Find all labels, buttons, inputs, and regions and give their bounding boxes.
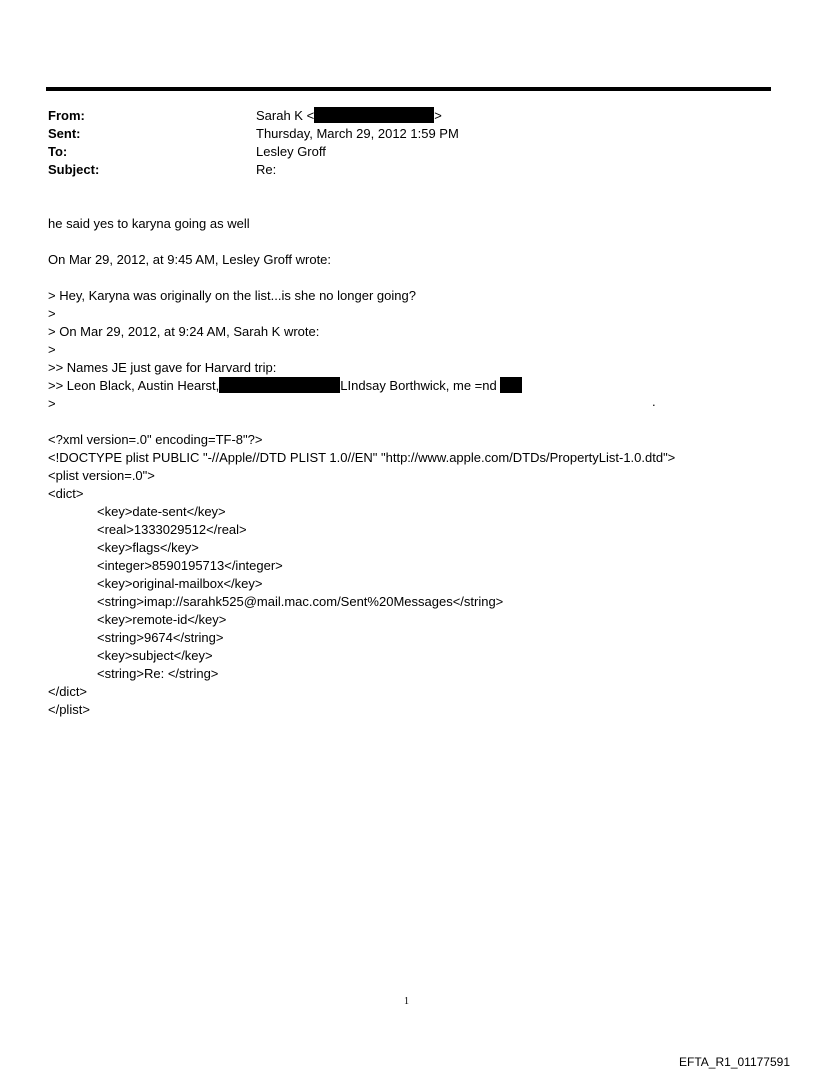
quote-line: >> Names JE just gave for Harvard trip: xyxy=(48,360,277,375)
document-id-footer: EFTA_R1_01177591 xyxy=(679,1055,790,1069)
quote-line: > xyxy=(48,306,56,321)
plist-line: <key>flags</key> xyxy=(97,540,199,555)
to-label: To: xyxy=(48,144,68,159)
plist-line: <key>subject</key> xyxy=(97,648,213,663)
reply-text: he said yes to karyna going as well xyxy=(48,216,250,231)
plist-line: <string>9674</string> xyxy=(97,630,224,645)
stray-dot: . xyxy=(652,394,656,409)
redaction-box xyxy=(314,107,434,123)
sent-label: Sent: xyxy=(48,126,81,141)
page-number: 1 xyxy=(404,996,409,1007)
plist-line: <key>date-sent</key> xyxy=(97,504,226,519)
plist-line: <?xml version=.0" encoding=TF-8"?> xyxy=(48,432,263,447)
subject-label: Subject: xyxy=(48,162,100,177)
quote-names-end: LIndsay Borthwick, me =nd xyxy=(340,378,497,393)
attribution-line: On Mar 29, 2012, at 9:45 AM, Lesley Groff wrote: xyxy=(48,252,332,267)
plist-line: <integer>8590195713</integer> xyxy=(97,558,283,573)
quote-line: > xyxy=(48,342,56,357)
to-value: Lesley Groff xyxy=(256,144,326,159)
from-value-prefix: Sarah K < xyxy=(256,108,315,123)
redaction-box xyxy=(219,377,340,393)
quote-line: > On Mar 29, 2012, at 9:24 AM, Sarah K wrote: xyxy=(48,324,320,339)
redaction-box xyxy=(500,377,522,393)
from-label: From: xyxy=(48,108,85,123)
quote-names-start: >> Leon Black, Austin Hearst, xyxy=(48,378,220,393)
plist-line: <dict> xyxy=(48,486,84,501)
plist-line: <key>original-mailbox</key> xyxy=(97,576,263,591)
plist-line: <!DOCTYPE plist PUBLIC "-//Apple//DTD PLIST 1.0//EN" "http://www.apple.com/DTDs/PropertyList-1.0.dtd"> xyxy=(48,450,676,465)
quote-line-names xyxy=(48,377,522,395)
from-value-suffix: > xyxy=(434,108,442,123)
sent-value: Thursday, March 29, 2012 1:59 PM xyxy=(256,126,459,141)
plist-line: <key>remote-id</key> xyxy=(97,612,227,627)
quote-line: > xyxy=(48,396,56,411)
from-value xyxy=(256,107,442,125)
plist-line: <plist version=.0"> xyxy=(48,468,155,483)
subject-value: Re: xyxy=(256,162,277,177)
plist-line: </dict> xyxy=(48,684,88,699)
plist-line: </plist> xyxy=(48,702,90,717)
plist-line: <string>Re: </string> xyxy=(97,666,219,681)
plist-line: <real>1333029512</real> xyxy=(97,522,247,537)
plist-line: <string>imap://sarahk525@mail.mac.com/Sent%20Messages</string> xyxy=(97,594,504,609)
quote-line: > Hey, Karyna was originally on the list...is she no longer going? xyxy=(48,288,416,303)
header-rule xyxy=(46,87,771,91)
